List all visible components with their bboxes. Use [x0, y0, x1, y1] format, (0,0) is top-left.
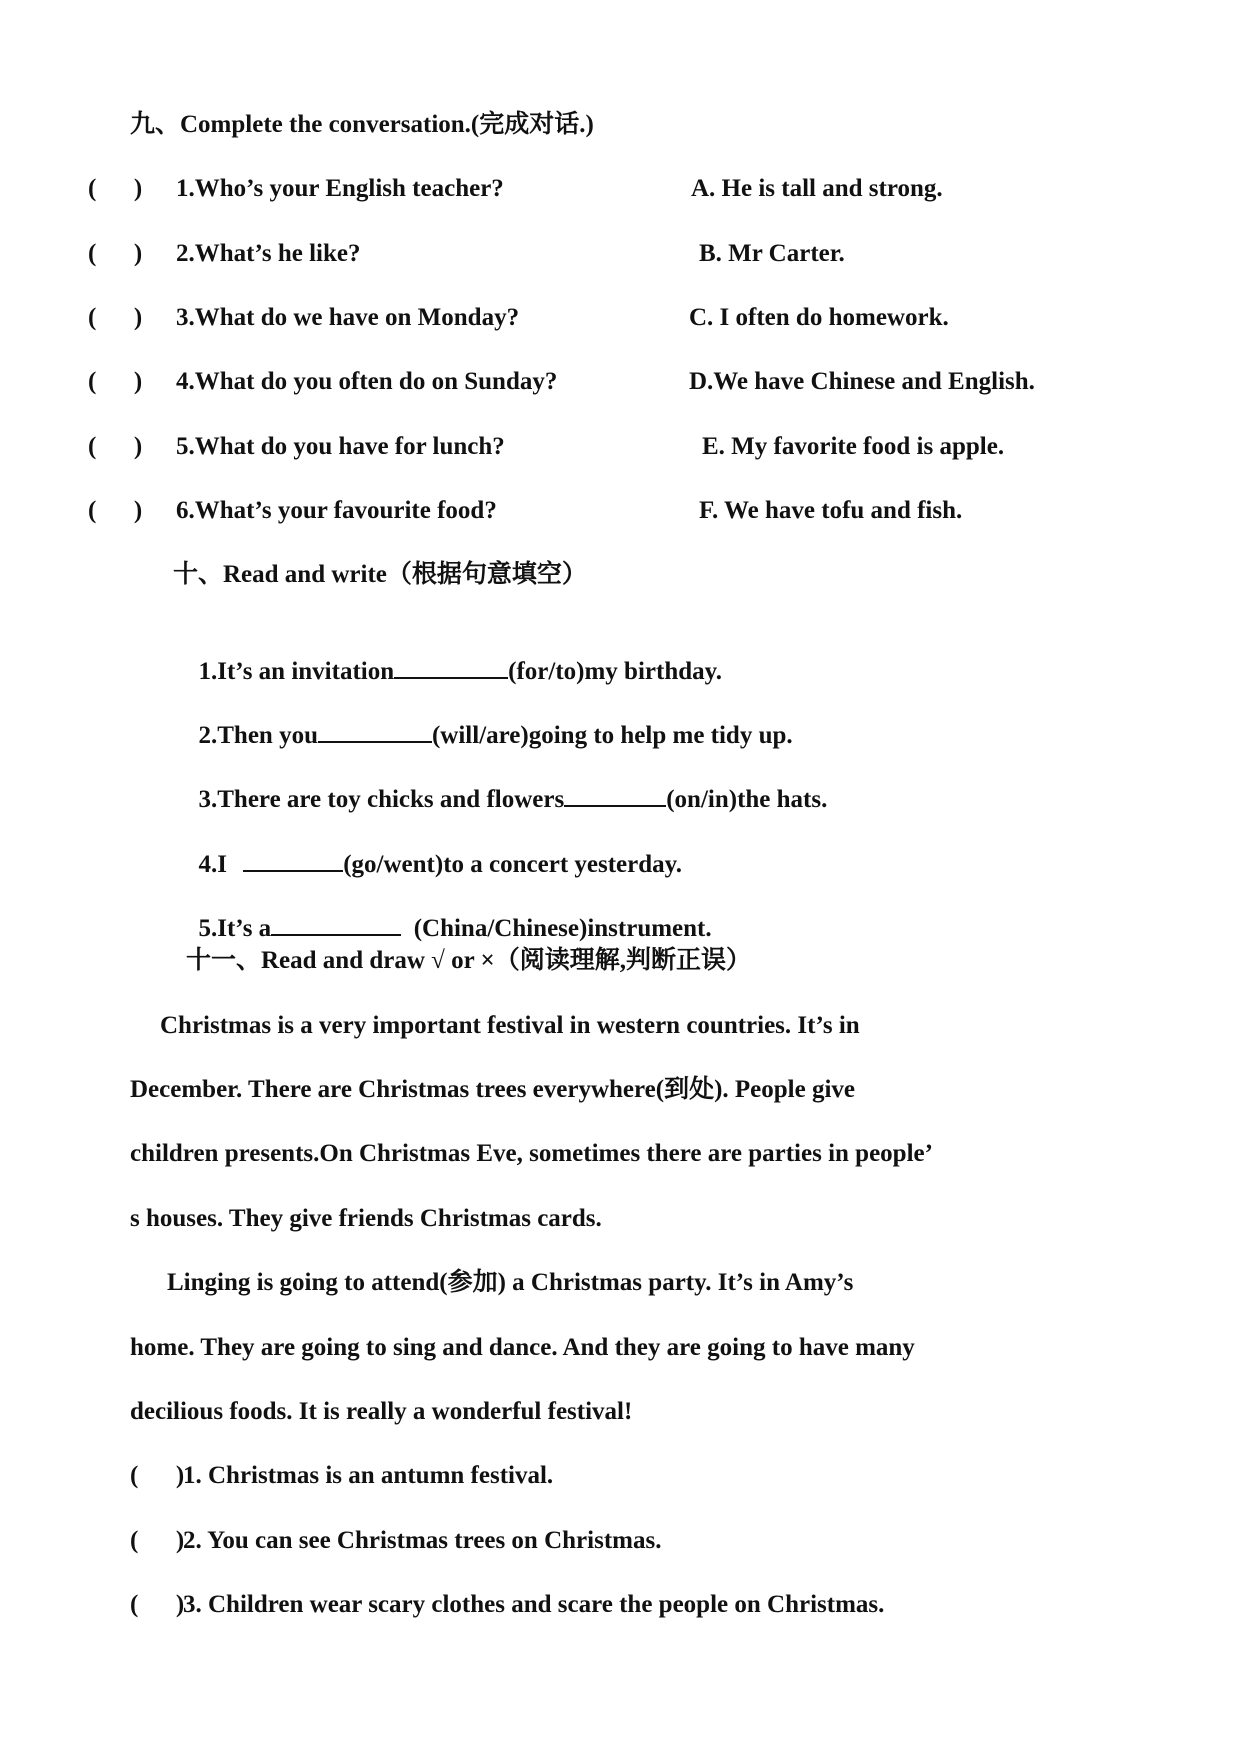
fill-item-4-text: 4.I	[198, 851, 234, 878]
passage-line-3: children presents.On Christmas Eve, sometimes there are parties in people’	[130, 1140, 933, 1167]
fill-blank-5[interactable]	[271, 912, 401, 936]
option-f: F. We have tofu and fish.	[699, 497, 963, 524]
section11-heading: 十一、Read and draw √ or ×（阅读理解,判断正误）	[186, 947, 752, 974]
option-d: D.We have Chinese and English.	[689, 368, 1035, 395]
answer-paren-5[interactable]: ( )	[88, 433, 143, 460]
fill-item-2-hint: (will/are)going to help me tidy up.	[431, 722, 793, 749]
question-2: 2.What’s he like?	[176, 240, 361, 267]
option-a: A. He is tall and strong.	[691, 175, 943, 202]
fill-item-4	[186, 818, 682, 880]
passage-line-7: decilious foods. It is really a wonderful festival!	[130, 1398, 633, 1425]
fill-item-5	[186, 882, 712, 944]
passage-line-5: Linging is going to attend(参加) a Christmas party. It’s in Amy’s	[167, 1269, 854, 1296]
passage-line-6: home. They are going to sing and dance. And they are going to have many	[130, 1334, 915, 1361]
passage-line-1: Christmas is a very important festival in western countries. It’s in	[160, 1012, 860, 1039]
answer-paren-3[interactable]: ( )	[88, 304, 143, 331]
judge-statement-3: 3. Children wear scary clothes and scare the people on Christmas.	[183, 1591, 885, 1618]
question-4: 4.What do you often do on Sunday?	[176, 368, 558, 395]
fill-item-5-text: 5.It’s a	[198, 915, 272, 942]
fill-item-1-hint: (for/to)my birthday.	[508, 658, 723, 685]
fill-item-2	[186, 689, 793, 751]
fill-blank-1[interactable]	[394, 655, 508, 679]
option-e: E. My favorite food is apple.	[702, 433, 1005, 460]
fill-item-2-text: 2.Then you	[198, 722, 318, 749]
passage-line-4: s houses. They give friends Christmas cards.	[130, 1205, 602, 1232]
fill-item-5-hint: (China/Chinese)instrument.	[401, 915, 712, 942]
fill-item-3-hint: (on/in)the hats.	[666, 786, 828, 813]
question-3: 3.What do we have on Monday?	[176, 304, 520, 331]
option-c: C. I often do homework.	[689, 304, 949, 331]
fill-item-3-text: 3.There are toy chicks and flowers	[198, 786, 565, 813]
fill-item-1	[186, 625, 722, 687]
judge-statement-2: 2. You can see Christmas trees on Christmas.	[183, 1527, 662, 1554]
fill-blank-2[interactable]	[318, 719, 432, 743]
fill-blank-3[interactable]	[564, 783, 666, 807]
section9-heading: 九、Complete the conversation.(完成对话.)	[130, 111, 594, 138]
passage-line-2: December. There are Christmas trees everywhere(到处). People give	[130, 1076, 856, 1103]
judge-paren-2[interactable]: ( )	[130, 1527, 185, 1554]
answer-paren-4[interactable]: ( )	[88, 368, 143, 395]
option-b: B. Mr Carter.	[699, 240, 845, 267]
question-1: 1.Who’s your English teacher?	[176, 175, 504, 202]
fill-item-1-text: 1.It’s an invitation	[198, 658, 395, 685]
judge-paren-1[interactable]: ( )	[130, 1462, 185, 1489]
answer-paren-2[interactable]: ( )	[88, 240, 143, 267]
judge-paren-3[interactable]: ( )	[130, 1591, 185, 1618]
answer-paren-6[interactable]: ( )	[88, 497, 143, 524]
judge-statement-1: 1. Christmas is an antumn festival.	[183, 1462, 554, 1489]
question-5: 5.What do you have for lunch?	[176, 433, 505, 460]
fill-blank-4[interactable]	[243, 848, 343, 872]
answer-paren-1[interactable]: ( )	[88, 175, 143, 202]
fill-item-4-hint: (go/went)to a concert yesterday.	[343, 851, 683, 878]
question-6: 6.What’s your favourite food?	[176, 497, 497, 524]
section10-heading: 十、Read and write（根据句意填空）	[173, 561, 587, 588]
fill-item-3	[186, 753, 827, 815]
